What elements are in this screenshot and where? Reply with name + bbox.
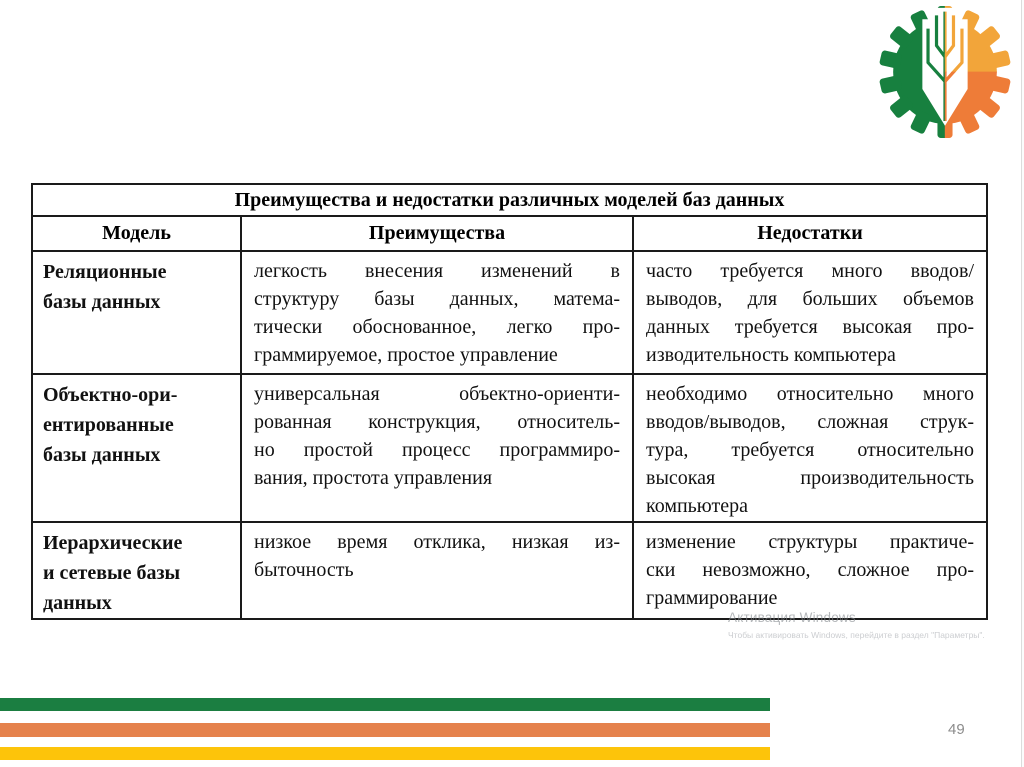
column-header-model: Модель: [33, 217, 242, 252]
row-relational-model-cell: Реляционные базы данных: [33, 252, 242, 375]
windows-activation-watermark: Активация Windows: [728, 610, 856, 625]
row-hierarchical-advantages-cell: низкое время отклика, низкая из- быточность: [242, 523, 634, 618]
row-object-oriented-model-cell: Объектно-ори- ентированные базы данных: [33, 375, 242, 523]
row-object-oriented-advantages-cell: универсальная объектно-ориенти- рованная конструкция, относитель- но простой процесс программиро- вания, простота управления: [242, 375, 634, 523]
footer-stripe-yellow: [0, 747, 770, 760]
footer-stripe-green: [0, 698, 770, 711]
page-number: 49: [948, 721, 965, 738]
row-object-oriented-disadvantages-cell: необходимо относительно много вводов/выводов, сложная струк- тура, требуется относительно высокая производительность компьютера: [634, 375, 986, 523]
column-header-advantages: Преимущества: [242, 217, 634, 252]
column-header-disadvantages: Недостатки: [634, 217, 986, 252]
row-hierarchical-model-cell: Иерархические и сетевые базы данных: [33, 523, 242, 618]
row-relational-disadvantages-cell: часто требуется много вводов/ выводов, для больших объемов данных требуется высокая про- изводительность компьютера: [634, 252, 986, 375]
row-relational-advantages-cell: легкость внесения изменений в структуру базы данных, матема- тически обоснованное, легко про- граммируемое, простое управление: [242, 252, 634, 375]
database-models-table: [31, 183, 988, 620]
footer-stripe-orange: [0, 723, 770, 737]
gear-wheat-logo-icon: [878, 6, 1012, 138]
windows-activation-watermark-subtext: Чтобы активировать Windows, перейдите в раздел "Параметры".: [728, 630, 985, 640]
row-hierarchical-disadvantages-cell: изменение структуры практиче- ски невозможно, сложное про- граммирование: [646, 531, 974, 609]
table-title: Преимущества и недостатки различных моделей баз данных: [33, 185, 986, 217]
